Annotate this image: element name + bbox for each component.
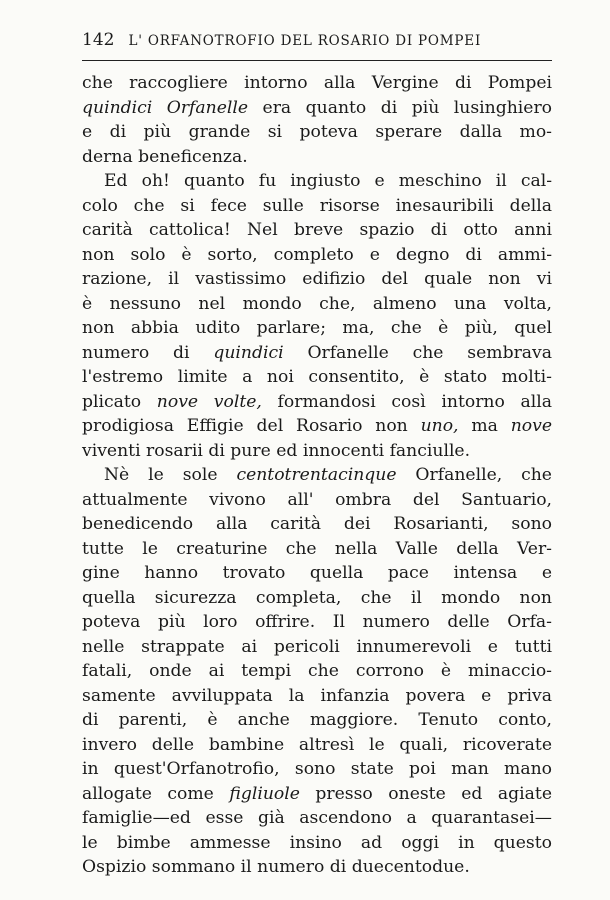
- text-span: è nessuno nel mondo che, almeno una volta,: [82, 293, 552, 314]
- text-span: Ed oh! quanto fu ingiusto e meschino il cal-: [104, 171, 552, 191]
- text-span: samente avviluppata la infanzia povera e priva: [82, 685, 552, 706]
- italic-span: uno,: [420, 416, 459, 436]
- text-line: [82, 243, 552, 268]
- text-line: [82, 390, 552, 415]
- italic-span: centotrentacinque: [236, 465, 397, 485]
- paragraph: [82, 169, 552, 463]
- text-line: [82, 463, 552, 488]
- text-span: viventi rosarii di pure ed innocenti fanciulle.: [82, 440, 471, 461]
- text-span: l'estremo limite a noi consentito, è stato molti-: [82, 367, 552, 387]
- text-span: tutte le creaturine che nella Valle della Ver-: [82, 538, 552, 559]
- text-span: non solo è sorto, completo e degno di ammi-: [82, 244, 552, 265]
- text-line: [82, 194, 552, 219]
- text-span: era quanto di più lusinghiero: [248, 97, 553, 118]
- text-span: nelle strappate ai pericoli innumerevoli e tutti: [82, 636, 552, 657]
- text-line: [82, 96, 552, 121]
- text-line: [82, 782, 552, 807]
- text-span: che raccogliere intorno alla Vergine di Pompei: [82, 73, 552, 93]
- text-span: numero di: [82, 342, 214, 363]
- text-span: formandosi così intorno alla: [261, 391, 553, 412]
- text-span: gine hanno trovato quella pace intensa e: [82, 563, 552, 583]
- text-span: Ospizio sommano il numero di duecentodue.: [82, 857, 470, 877]
- text-span: e di più grande si poteva sperare dalla mo-: [82, 122, 552, 142]
- page-body: [82, 71, 552, 880]
- text-span: le bimbe ammesse insino ad oggi in questo: [82, 832, 552, 853]
- text-span: famiglie—ed esse già ascendono a quarantasei—: [82, 808, 552, 828]
- text-span: razione, il vastissimo edifizio del quale non vi: [82, 269, 552, 289]
- text-line: [82, 684, 552, 709]
- text-line: [82, 316, 552, 341]
- text-line: [82, 831, 552, 856]
- running-title: L' ORFANOTROFIO DEL ROSARIO DI POMPEI: [128, 33, 482, 49]
- text-span: non abbia udito parlare; ma, che è più, quel: [82, 318, 552, 338]
- text-span: Nè le sole: [104, 465, 237, 485]
- italic-span: nove volte,: [156, 391, 262, 412]
- italic-span: quindici: [213, 342, 284, 363]
- italic-span: quindici Orfanelle: [82, 97, 249, 118]
- text-span: in quest'Orfanotrofio, sono state poi man mano: [82, 759, 552, 779]
- text-span: prodigiosa Effigie del Rosario non: [82, 416, 421, 436]
- text-span: quella sicurezza completa, che il mondo non: [82, 587, 552, 608]
- text-span: derna beneficenza.: [82, 146, 248, 167]
- text-span: fatali, onde ai tempi che corrono è minacciо-: [82, 661, 552, 681]
- text-line: [82, 635, 552, 660]
- text-line: [82, 71, 552, 96]
- text-span: attualmente vivono all' ombra del Santuario,: [82, 489, 552, 510]
- text-span: presso oneste ed agiate: [299, 783, 552, 804]
- text-line: [82, 757, 552, 782]
- text-line: [82, 218, 552, 243]
- text-line: [82, 341, 552, 366]
- paragraph: [82, 463, 552, 880]
- text-line: [82, 537, 552, 562]
- text-span: ma: [458, 416, 511, 436]
- paragraph: [82, 71, 552, 169]
- text-span: colo che si fece sulle risorse inesauribili della: [82, 195, 552, 216]
- text-line: [82, 561, 552, 586]
- text-span: allogate come: [82, 783, 230, 804]
- text-line: [82, 488, 552, 513]
- text-line: [82, 733, 552, 758]
- running-header: [82, 30, 552, 61]
- text-span: plicato: [82, 391, 157, 412]
- text-line: [82, 414, 552, 439]
- italic-span: nove: [510, 416, 553, 436]
- text-line: [82, 439, 552, 464]
- text-line: [82, 659, 552, 684]
- text-span: Orfanelle, che: [396, 465, 552, 485]
- text-span: poteva più loro offrire. Il numero delle Orfa-: [82, 612, 552, 632]
- text-line: [82, 120, 552, 145]
- page-number: 142: [82, 30, 115, 50]
- text-line: [82, 145, 552, 170]
- text-line: [82, 806, 552, 831]
- text-line: [82, 708, 552, 733]
- text-span: carità cattolica! Nel breve spazio di otto anni: [82, 220, 552, 240]
- italic-span: figliuole: [229, 783, 300, 804]
- text-line: [82, 512, 552, 537]
- text-line: [82, 365, 552, 390]
- text-span: benedicendo alla carità dei Rosarianti, sono: [82, 514, 552, 534]
- text-line: [82, 267, 552, 292]
- text-span: Orfanelle che sembrava: [283, 342, 552, 363]
- text-line: [82, 586, 552, 611]
- text-line: [82, 169, 552, 194]
- text-span: di parenti, è anche maggiore. Tenuto conto,: [82, 710, 552, 730]
- text-span: invero delle bambine altresì le quali, ricoverate: [82, 734, 552, 755]
- text-line: [82, 855, 552, 880]
- text-line: [82, 292, 552, 317]
- text-line: [82, 610, 552, 635]
